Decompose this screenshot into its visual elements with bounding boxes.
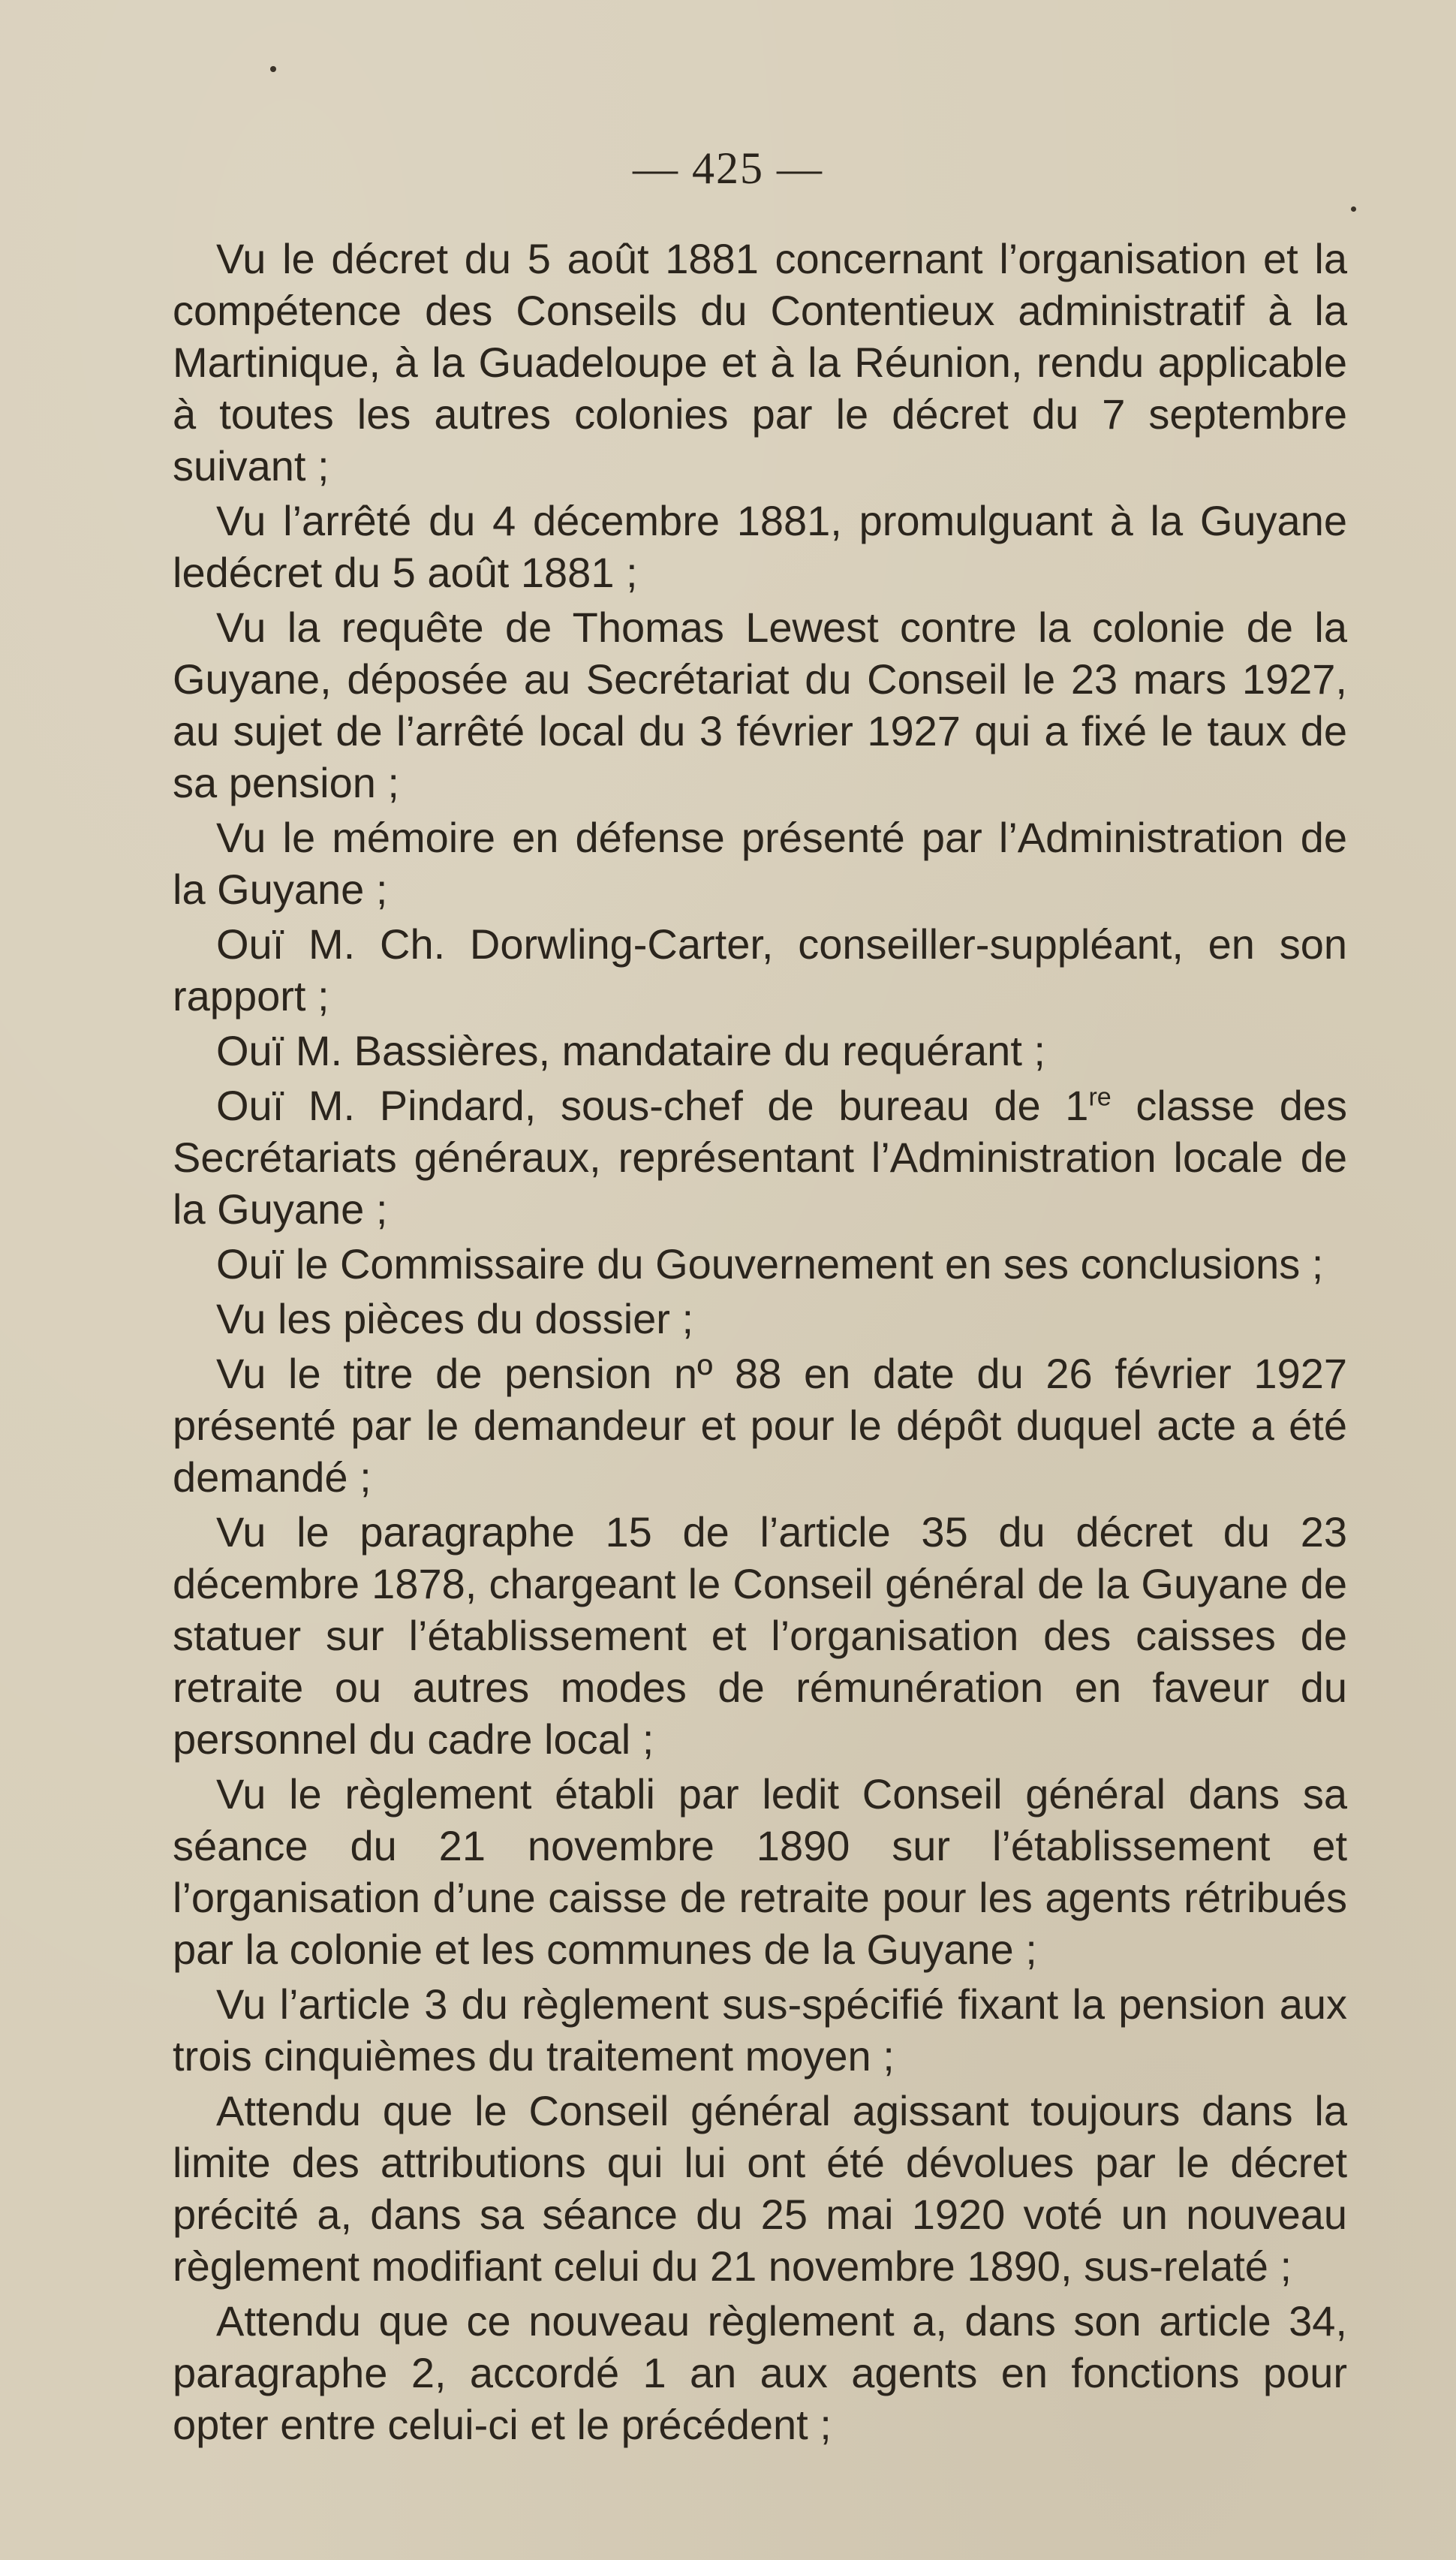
paragraph-text: classe des Secrétariats généraux, représentant l’Administration locale de la Guyane ; xyxy=(173,1082,1347,1233)
paragraph: Vu la requête de Thomas Lewest contre la colonie de la Guyane, déposée au Secrétariat du Conseil le 23 mars 1927, au sujet de l’arrêté local du 3 février 1927 qui a fixé le taux de sa pension ; xyxy=(173,604,1347,806)
page-body xyxy=(173,233,1347,2453)
paragraph: Vu le décret du 5 août 1881 concernant l’organisation et la compétence des Conseils du Contentieux administratif à la Martinique, à la Guadeloupe et à la Réunion, rendu applicable à toutes les autres colonies par le décret du 7 septembre suivant ; xyxy=(173,235,1347,489)
page-number: — 425 — xyxy=(633,143,823,193)
paragraph: Attendu que ce nouveau règlement a, dans son article 34, paragraphe 2, accordé 1 an aux agents en fonctions pour opter entre celui-ci et le précédent ; xyxy=(173,2297,1347,2448)
paragraph-text: Ouï M. Pindard, sous-chef de bureau de 1 xyxy=(216,1082,1089,1129)
paragraph: Vu l’arrêté du 4 décembre 1881, promulguant à la Guyane ledécret du 5 août 1881 ; xyxy=(173,497,1347,596)
paragraph xyxy=(173,1080,1347,1235)
paragraph: Ouï M. Bassières, mandataire du requérant ; xyxy=(216,1027,1045,1074)
superscript: re xyxy=(1088,1083,1112,1112)
paragraph: Vu le règlement établi par ledit Conseil général dans sa séance du 21 novembre 1890 sur l’établissement et l’organisation d’une caisse de retraite pour les agents rétribués par la colonie et les communes de la Guyane ; xyxy=(173,1770,1347,1973)
paragraph: Ouï M. Ch. Dorwling-Carter, conseiller-suppléant, en son rapport ; xyxy=(173,920,1347,1019)
ink-speck xyxy=(270,66,276,72)
paragraph: Vu les pièces du dossier ; xyxy=(216,1295,694,1342)
ink-speck xyxy=(1351,206,1356,212)
paragraph: Attendu que le Conseil général agissant toujours dans la limite des attributions qui lui ont été dévolues par le décret précité a, dans sa séance du 25 mai 1920 voté un nouveau règlement modifiant celui du 21 novembre 1890, sus-relaté ; xyxy=(173,2087,1347,2290)
paragraph: Vu le titre de pension nº 88 en date du 26 février 1927 présenté par le demandeur et pour le dépôt duquel acte a été demandé ; xyxy=(173,1350,1347,1501)
paragraph: Ouï le Commissaire du Gouvernement en ses conclusions ; xyxy=(216,1240,1324,1288)
paragraph: Vu le mémoire en défense présenté par l’Administration de la Guyane ; xyxy=(173,814,1347,913)
paragraph: Vu le paragraphe 15 de l’article 35 du décret du 23 décembre 1878, chargeant le Conseil général de la Guyane de statuer sur l’établissement et l’organisation des caisses de retraite ou autres modes de rémunération en faveur du personnel du cadre local ; xyxy=(173,1508,1347,1763)
paragraph: Vu l’article 3 du règlement sus-spécifié fixant la pension aux trois cinquièmes du traitement moyen ; xyxy=(173,1980,1347,2080)
